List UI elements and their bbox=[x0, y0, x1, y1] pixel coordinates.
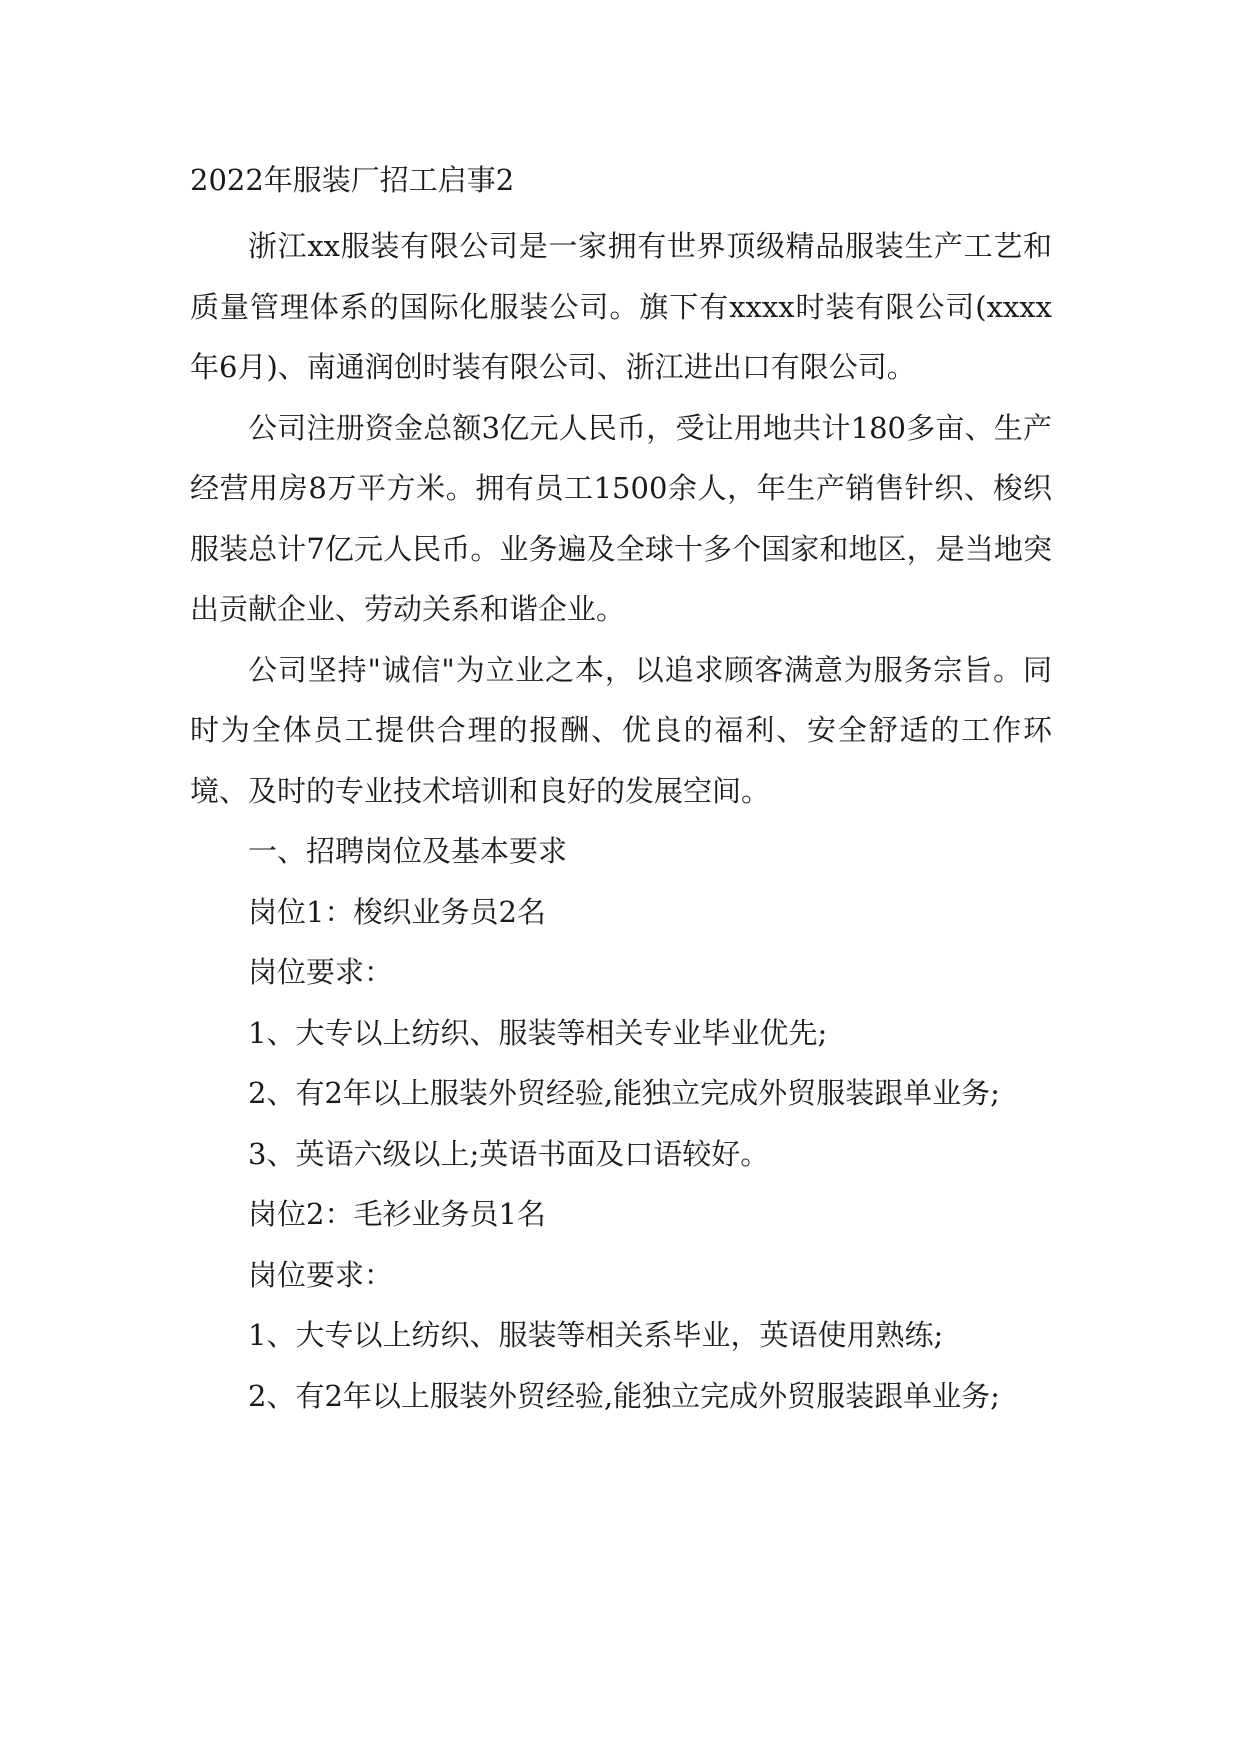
position-2-title: 岗位2：毛衫业务员1名 bbox=[248, 1197, 546, 1231]
paragraph-company-philosophy: 公司坚持"诚信"为立业之本，以追求顾客满意为服务宗旨。同时为全体员工提供合理的报酬、优良的福利、安全舒适的工作环境、及时的专业技术培训和良好的发展空间。 bbox=[190, 652, 1052, 808]
document-title: 2022年服装厂招工启事2 bbox=[190, 163, 515, 197]
paragraph-company-scale: 公司注册资金总额3亿元人民币，受让用地共计180多亩、生产经营用房8万平方米。拥有员工1500余人，年生产销售针织、梭织服装总计7亿元人民币。业务遍及全球十多个国家和地区，是当地突出贡献企业、劳动关系和谐企业。 bbox=[190, 410, 1052, 626]
position-1-requirements-label: 岗位要求： bbox=[248, 955, 394, 989]
position-1-requirement-1: 1、大专以上纺织、服装等相关专业毕业优先; bbox=[248, 1015, 828, 1050]
document-body bbox=[190, 216, 1052, 1426]
position-2-requirement-2: 2、有2年以上服装外贸经验,能独立完成外贸服装跟单业务; bbox=[248, 1378, 1000, 1413]
position-1-requirement-2: 2、有2年以上服装外贸经验,能独立完成外贸服装跟单业务; bbox=[248, 1076, 1000, 1110]
position-2-requirements-label: 岗位要求： bbox=[248, 1257, 394, 1292]
section-heading: 一、招聘岗位及基本要求 bbox=[248, 834, 568, 868]
position-1-requirement-3: 3、英语六级以上;英语书面及口语较好。 bbox=[248, 1136, 770, 1171]
paragraph-company-intro: 浙江xx服装有限公司是一家拥有世界顶级精品服装生产工艺和质量管理体系的国际化服装公司。旗下有xxxx时装有限公司(xxxx年6月)、南通润创时装有限公司、浙江进出口有限公司。 bbox=[190, 229, 1052, 384]
position-2-requirement-1: 1、大专以上纺织、服装等相关系毕业，英语使用熟练; bbox=[248, 1318, 944, 1352]
position-1-title: 岗位1：梭织业务员2名 bbox=[248, 894, 546, 929]
